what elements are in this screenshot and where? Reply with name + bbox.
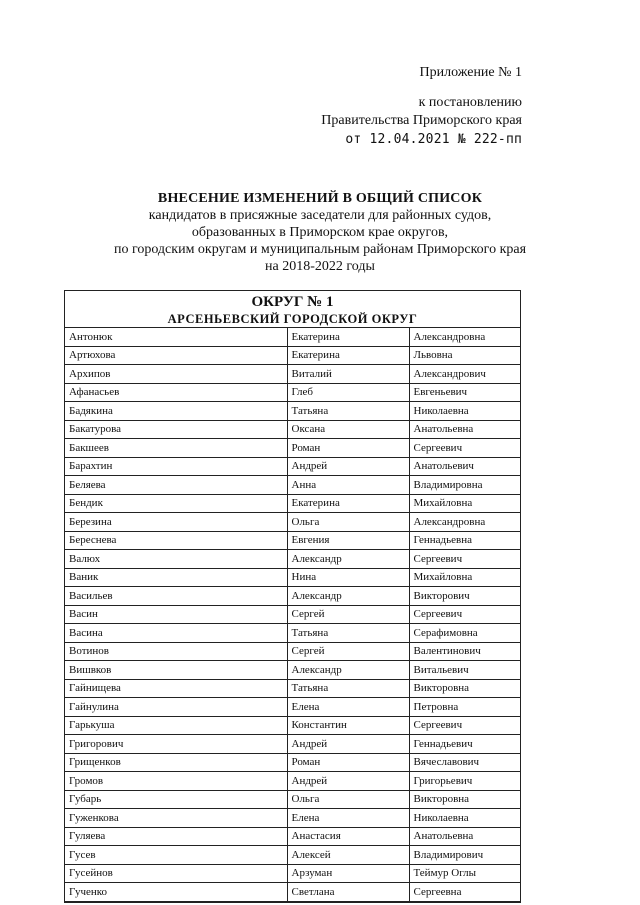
surname-cell: Бадякина	[65, 402, 287, 421]
patronymic-cell: Петровна	[409, 698, 520, 717]
first-name-cell: Анастасия	[287, 827, 409, 846]
government-name: Правительства Приморского края	[321, 113, 522, 128]
district-name: АРСЕНЬЕВСКИЙ ГОРОДСКОЙ ОКРУГ	[167, 312, 418, 326]
table-row	[65, 365, 520, 384]
surname-cell: Бакшеев	[65, 439, 287, 458]
table-row	[65, 642, 520, 661]
first-name-cell: Татьяна	[287, 624, 409, 643]
surname-cell: Гуженкова	[65, 809, 287, 828]
first-name-cell: Александр	[287, 661, 409, 680]
district-header	[65, 291, 520, 328]
surname-cell: Васин	[65, 605, 287, 624]
surname-cell: Валюх	[65, 550, 287, 569]
table-row	[65, 605, 520, 624]
first-name-cell: Андрей	[287, 772, 409, 791]
surname-cell: Артюхова	[65, 346, 287, 365]
table-row	[65, 420, 520, 439]
surname-cell: Васильев	[65, 587, 287, 606]
first-name-cell: Нина	[287, 568, 409, 587]
surname-cell: Антонюк	[65, 328, 287, 346]
patronymic-cell: Витальевич	[409, 661, 520, 680]
surname-cell: Барахтин	[65, 457, 287, 476]
table-row	[65, 550, 520, 569]
patronymic-cell: Николаевна	[409, 402, 520, 421]
surname-cell: Гусев	[65, 846, 287, 865]
first-name-cell: Виталий	[287, 365, 409, 384]
table-row	[65, 568, 520, 587]
surname-cell: Вишвков	[65, 661, 287, 680]
patronymic-cell: Львовна	[409, 346, 520, 365]
patronymic-cell: Викторовна	[409, 790, 520, 809]
table-row	[65, 809, 520, 828]
patronymic-cell: Николаевна	[409, 809, 520, 828]
surname-cell: Береснева	[65, 531, 287, 550]
surname-cell: Бендик	[65, 494, 287, 513]
patronymic-cell: Александрович	[409, 365, 520, 384]
surname-cell: Беляева	[65, 476, 287, 495]
document-title	[0, 190, 640, 275]
first-name-cell: Светлана	[287, 883, 409, 902]
table-row	[65, 883, 520, 902]
first-name-cell: Александр	[287, 550, 409, 569]
table-row	[65, 698, 520, 717]
patronymic-cell: Теймур Оглы	[409, 864, 520, 883]
table-row	[65, 827, 520, 846]
title-line-3: образованных в Приморском крае округов,	[191, 225, 449, 240]
patronymic-cell: Александровна	[409, 513, 520, 532]
first-name-cell: Глеб	[287, 383, 409, 402]
table-row	[65, 753, 520, 772]
table-row	[65, 531, 520, 550]
surname-cell: Гученко	[65, 883, 287, 902]
patronymic-cell: Владимировна	[409, 476, 520, 495]
table-row	[65, 476, 520, 495]
table-row	[65, 864, 520, 883]
surname-cell: Гайнулина	[65, 698, 287, 717]
table-row	[65, 846, 520, 865]
table-row	[65, 457, 520, 476]
first-name-cell: Ольга	[287, 513, 409, 532]
first-name-cell: Екатерина	[287, 328, 409, 346]
surname-cell: Вотинов	[65, 642, 287, 661]
first-name-cell: Татьяна	[287, 679, 409, 698]
patronymic-cell: Григорьевич	[409, 772, 520, 791]
table-row	[65, 661, 520, 680]
surname-cell: Ваник	[65, 568, 287, 587]
first-name-cell: Алексей	[287, 846, 409, 865]
table-row	[65, 772, 520, 791]
patronymic-cell: Сергеевич	[409, 550, 520, 569]
surname-cell: Грищенков	[65, 753, 287, 772]
table-row	[65, 735, 520, 754]
patronymic-cell: Геннадьевна	[409, 531, 520, 550]
surname-cell: Гусейнов	[65, 864, 287, 883]
first-name-cell: Сергей	[287, 605, 409, 624]
patronymic-cell: Михайловна	[409, 568, 520, 587]
table-row	[65, 439, 520, 458]
title-line-5: на 2018-2022 годы	[265, 259, 375, 274]
patronymic-cell: Вячеславович	[409, 753, 520, 772]
surname-cell: Григорович	[65, 735, 287, 754]
patronymic-cell: Сергеевич	[409, 439, 520, 458]
patronymic-cell: Анатольевна	[409, 827, 520, 846]
district-number: ОКРУГ № 1	[251, 294, 334, 310]
first-name-cell: Андрей	[287, 457, 409, 476]
patronymic-cell: Михайловна	[409, 494, 520, 513]
first-name-cell: Роман	[287, 439, 409, 458]
title-line-2: кандидатов в присяжные заседатели для районных судов,	[148, 208, 492, 223]
table-row	[65, 587, 520, 606]
patronymic-cell: Александровна	[409, 328, 520, 346]
table-row	[65, 328, 520, 346]
table-row	[65, 513, 520, 532]
first-name-cell: Константин	[287, 716, 409, 735]
patronymic-cell: Геннадьевич	[409, 735, 520, 754]
table-row	[65, 494, 520, 513]
candidates-list	[65, 328, 520, 902]
first-name-cell: Оксана	[287, 420, 409, 439]
surname-cell: Гарькуша	[65, 716, 287, 735]
patronymic-cell: Сергеевич	[409, 716, 520, 735]
table-row	[65, 679, 520, 698]
table-row	[65, 716, 520, 735]
table-row	[65, 624, 520, 643]
appendix-label: Приложение № 1	[419, 65, 522, 80]
first-name-cell: Роман	[287, 753, 409, 772]
resolution-reference: к постановлению	[418, 95, 522, 110]
surname-cell: Гуляева	[65, 827, 287, 846]
patronymic-cell: Сергеевич	[409, 605, 520, 624]
first-name-cell: Татьяна	[287, 402, 409, 421]
patronymic-cell: Викторовна	[409, 679, 520, 698]
surname-cell: Васина	[65, 624, 287, 643]
first-name-cell: Сергей	[287, 642, 409, 661]
first-name-cell: Анна	[287, 476, 409, 495]
patronymic-cell: Владимирович	[409, 846, 520, 865]
candidates-table	[64, 290, 521, 903]
patronymic-cell: Евгеньевич	[409, 383, 520, 402]
first-name-cell: Екатерина	[287, 346, 409, 365]
surname-cell: Бакатурова	[65, 420, 287, 439]
patronymic-cell: Анатольевна	[409, 420, 520, 439]
first-name-cell: Евгения	[287, 531, 409, 550]
table-row	[65, 790, 520, 809]
surname-cell: Афанасьев	[65, 383, 287, 402]
first-name-cell: Ольга	[287, 790, 409, 809]
title-line-4: по городским округам и муниципальным районам Приморского края	[113, 242, 527, 257]
table-row	[65, 402, 520, 421]
surname-cell: Громов	[65, 772, 287, 791]
surname-cell: Губарь	[65, 790, 287, 809]
surname-cell: Гайнищева	[65, 679, 287, 698]
surname-cell: Березина	[65, 513, 287, 532]
table-row	[65, 346, 520, 365]
patronymic-cell: Анатольевич	[409, 457, 520, 476]
first-name-cell: Екатерина	[287, 494, 409, 513]
first-name-cell: Андрей	[287, 735, 409, 754]
patronymic-cell: Викторович	[409, 587, 520, 606]
first-name-cell: Александр	[287, 587, 409, 606]
table-row	[65, 383, 520, 402]
patronymic-cell: Валентинович	[409, 642, 520, 661]
resolution-date-number: от 12.04.2021 № 222-пп	[345, 132, 522, 147]
patronymic-cell: Серафимовна	[409, 624, 520, 643]
surname-cell: Архипов	[65, 365, 287, 384]
title-main: ВНЕСЕНИЕ ИЗМЕНЕНИЙ В ОБЩИЙ СПИСОК	[157, 191, 483, 206]
patronymic-cell: Сергеевна	[409, 883, 520, 902]
first-name-cell: Арзуман	[287, 864, 409, 883]
first-name-cell: Елена	[287, 809, 409, 828]
first-name-cell: Елена	[287, 698, 409, 717]
